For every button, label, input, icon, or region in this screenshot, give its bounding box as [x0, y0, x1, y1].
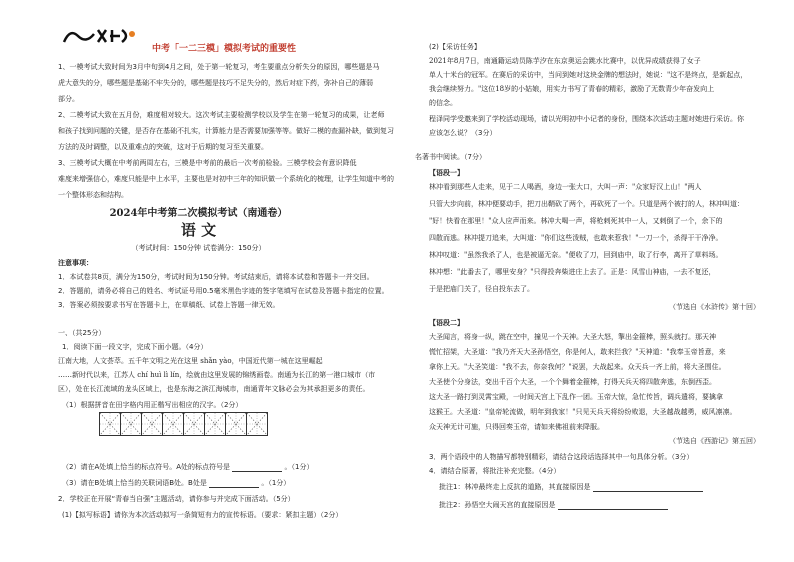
excerpt-2-line: 慌忙招架，大圣道："我乃齐天大圣孙悟空，你是何人，敢来拦我？"天神道："我奉玉帝旨意，来: [429, 348, 726, 356]
excerpt-1-label: 【语段一】: [429, 169, 464, 177]
intro-line: 部分。: [58, 95, 79, 103]
excerpt-2-line: 这大圣一路打到灵霄宝殿，一时间天宫上下乱作一团。玉帝大惊，急忙传旨，调兵遣将，要擒拿: [429, 393, 723, 401]
excerpt-1-line: 只管大步向前，林冲便要动手，把刀出鞘砍了两个，再砍死了一个。只道是两个被打的人，林冲叫道：: [429, 200, 744, 208]
task-1: (1)【拟写标语】请你为本次活动拟写一条简短有力的宣传标语。（要求：紧扣主题）（2分）: [62, 511, 343, 519]
news-line: 我会继续努力。"这位18岁的小姑娘，用实力书写了青春的精彩，激励了无数青少年奋发向上: [429, 85, 715, 93]
sub-question-3: [62, 478, 290, 488]
excerpt-2-line: 这猴王。大圣道："皇帝轮流做，明年到我家！"只见天兵天将纷纷败退，大圣越战越勇，威风凛凛。: [429, 408, 737, 416]
excerpt-1-line: 林冲想："此番去了，哪里安身？"只得投奔柴进庄上去了。正是：风雪山神庙，一去不复还，: [429, 268, 716, 276]
excerpt-2-line: 众天神无计可施，只得回奏玉帝，请如来佛祖前来降服。: [429, 423, 604, 431]
news-line: 2021年8月7日，南通籍运动员陈芋汐在东京奥运会跳水比赛中，以优异成绩获得了女子: [429, 57, 701, 65]
grid-cell[interactable]: [99, 412, 121, 436]
news-line: 单人十米台的冠军。在赛后的采访中，当问到她对这块金牌的想法时，她说："这不是终点，是新起点，: [429, 71, 748, 79]
grid-cell[interactable]: [183, 412, 205, 436]
excerpt-2-line: 拿你上天。"大圣笑道："我不去，你奈我何？"说罢，大战起来。众天兵一齐上前，将大圣围住。: [429, 363, 726, 371]
excerpt-1-line: 林冲看到那些人走来，见于二人喝酒，身边一张大口，大叫一声："众家好汉上山！"两人: [429, 183, 702, 191]
notice-label: 注意事项：: [58, 259, 93, 267]
passage-line: 江南大地，人文荟萃。五千年文明之光在这里 shǎn yào，中国近代第一城在这里崛起: [58, 357, 323, 365]
question-1: 1．阅读下面一段文字，完成下面小题。（4分）: [62, 343, 208, 351]
grid-cell[interactable]: [120, 412, 142, 436]
sub-question-2: [62, 462, 313, 472]
excerpt-2-label: 【语段二】: [429, 319, 464, 327]
task-2: (2)【采访任务】: [429, 43, 481, 51]
annotation-2-text: 批注2：孙悟空大闹天宫的直接原因是: [439, 501, 556, 509]
excerpt-1-line: 四散而逃。林冲提刀追来，大叫道："你们这些泼贼，也敢来惹我！"一刀一个，杀得干干净净。: [429, 234, 723, 242]
grid-cell[interactable]: [162, 412, 184, 436]
intro-line: 虎大意失的分，哪些题是基础不牢失分的，哪些题是技巧不足失分的，然后对症下药，弥补自己的薄弱: [58, 79, 373, 87]
grid-cell[interactable]: [141, 412, 163, 436]
grid-cell[interactable]: [246, 412, 268, 436]
importance-title: 中考「一二三模」模拟考试的重要性: [152, 44, 297, 54]
annotation-1: [439, 482, 703, 492]
brand-logo: [60, 24, 138, 48]
sub-question-2-text: （2）请在A处填上恰当的标点符号。A处的标点符号是: [62, 463, 231, 471]
question-4: 4．请结合原著，将批注补充完整。（4分）: [429, 467, 561, 475]
right-page: [397, 0, 794, 562]
subject-title: 语 文: [180, 221, 217, 239]
excerpt-1-line: "好！快看在那里！"众人应声而来。林冲大喝一声，将枪刺死其中一人，又刺倒了一个，余下的: [429, 217, 723, 225]
intro-line: 1、一模考试大致时间为3月中旬到4月之间，处于第一轮复习，考生要重点分析失分的原因，哪些题是马: [58, 63, 380, 71]
excerpt-1-source: （节选自《水浒传》第十回）: [669, 303, 760, 311]
news-line: 的信念。: [429, 99, 457, 107]
passage-line: ……新时代以来，江苏人 chí huì lì lín，绘就由这里发展的锦绣画卷。南通为长江的第一港口城市（市: [58, 371, 376, 379]
logo-mark: [60, 24, 138, 48]
passage-line: 区），处在长江流域的龙头区域上，也是东海之滨江海城市，南通青年文脉必会为其承担更多的责任。: [58, 385, 370, 393]
annotation-1-text: 批注1：林冲最终走上反抗的道路，其直接原因是: [439, 483, 591, 491]
answer-line[interactable]: [558, 501, 668, 510]
question-3: 3．两个语段中的人物描写都特别精彩，请结合这段话选择其中一句具体分析。（3分）: [429, 453, 694, 461]
notice-line: 2．答题前，请务必将自己的姓名、考试证号用0.5毫米黑色字迹的签字笔填写在试卷及答题卡指定的位置。: [58, 287, 389, 295]
sub-question-3-text: （3）请在B处填上恰当的关联词语B处。B处是: [62, 479, 207, 487]
answer-line[interactable]: [232, 463, 282, 472]
notice-line: 1．本试卷共8页，满分为150分，考试时间为150分钟。考试结束后，请将本试卷和答题卡一并交回。: [58, 273, 374, 281]
excerpt-1-line: 林冲叹道："虽然我杀了人，也是被逼无奈。"便收了刀，回到庙中，取了行李，离开了草料场。: [429, 251, 723, 259]
annotation-2: [439, 500, 668, 510]
intro-line: 3、三模考试大概在中考前两周左右，三模是中考前的最后一次考前检验。三模学校会有意识降低: [58, 159, 357, 167]
exam-title: 2024年中考第二次模拟考试（南通卷）: [109, 208, 288, 219]
excerpt-2-line: 大圣闻言，将身一纵，跳在空中，撞见一个天神。大圣大怒，掣出金箍棒，照头就打。那天神: [429, 333, 716, 341]
exam-meta: （考试时间：150分钟 试卷满分：150分）: [131, 244, 266, 252]
intro-line: 方法的及时调整，以及重难点的突破，这对于后期的复习至关重要。: [58, 143, 268, 151]
intro-line: 一个整体形态和结构。: [58, 191, 128, 199]
intro-line: 2、二模考试大致在五月份，难度相对较大。这次考试主要检测学校以及学生在第一轮复习的成果，让老师: [58, 111, 385, 119]
grid-cell[interactable]: [204, 412, 226, 436]
excerpt-1-line: 于是把庙门关了，径自投东去了。: [429, 285, 534, 293]
question-2: 2．学校正在开展“青春当自强”主题活动，请你参与并完成下面活动。（5分）: [58, 495, 295, 503]
sub-question-2-score: 。（1分）: [284, 463, 314, 471]
sub-question-3-score: 。（1分）: [261, 479, 291, 487]
answer-line[interactable]: [593, 483, 703, 492]
sub-question-1: （1）根据拼音在田字格内用正楷写出相应的汉字。（2分）: [62, 401, 243, 409]
writing-grid[interactable]: [100, 412, 268, 436]
intro-line: 和孩子找到问题的关键，是否存在基础不扎实，计算能力是否需要加强等等。做好二模的查漏补缺，做到复习: [58, 127, 394, 135]
section-1-heading: 一、（共25分）: [58, 329, 106, 337]
answer-line[interactable]: [209, 479, 259, 488]
excerpt-2-line: 大圣使个分身法，变出千百个大圣，一个个舞着金箍棒，打得天兵天将四散奔逃，东倒西歪。: [429, 378, 716, 386]
notice-line: 3．答案必须按要求书写在答题卡上，在草稿纸、试卷上答题一律无效。: [58, 301, 280, 309]
reading-label: 名著书中阅读。（7分）: [415, 153, 486, 161]
excerpt-2-source: （节选自《西游记》第五回）: [669, 437, 760, 445]
grid-cell[interactable]: [225, 412, 247, 436]
question-tail-line: 应该怎么说？（3分）: [429, 129, 497, 137]
intro-line: 难度来增强信心，难度只能是中上水平，主要也是对初中三年的知识做一个系统化的梳理，让学生知道中考的: [58, 175, 394, 183]
question-tail-line: 程泽同学受邀来到了学校活动现场，请以光明初中小记者的身份，围绕本次活动主题对她进行采访。你: [429, 115, 744, 123]
